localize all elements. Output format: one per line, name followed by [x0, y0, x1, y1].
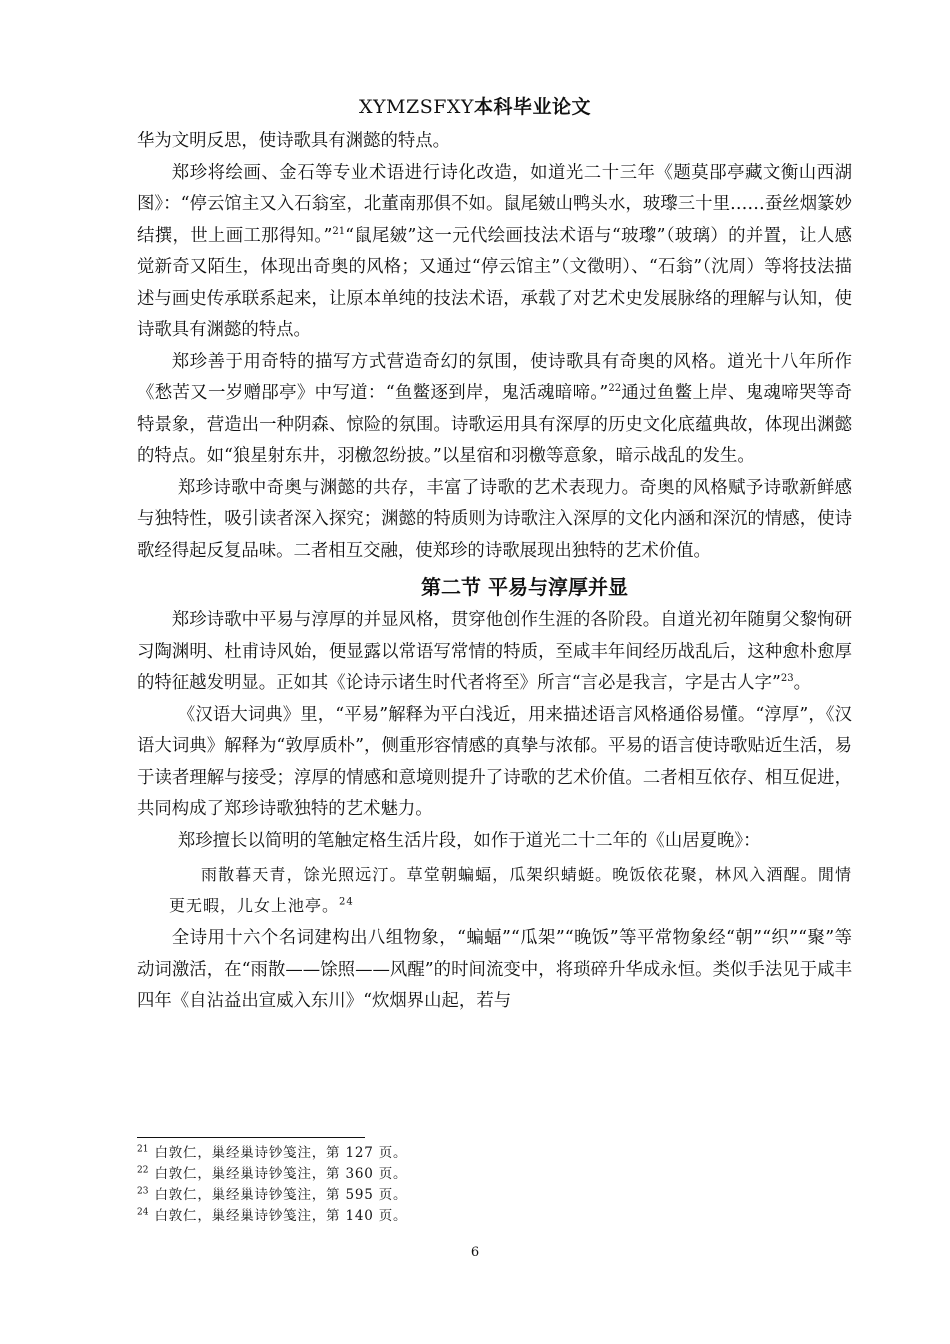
footnote-text: 白敦仁，巢经巢诗钞笺注，第 595 页。: [154, 1187, 408, 1203]
poem-text: 雨散暮天青，馀光照远汀。草堂朝蝙蝠，瓜架织蜻蜓。晚饭依花聚，林风入酒醒。閒情更无暇，儿女上池亭。: [169, 865, 852, 915]
footnote-separator: [137, 1137, 365, 1138]
page-header: [0, 92, 950, 119]
footnote-text: 白敦仁，巢经巢诗钞笺注，第 140 页。: [154, 1208, 408, 1224]
paragraph-5-part-a: 郑珍诗歌中平易与淳厚的并显风格，贯穿他创作生涯的各阶段。自道光初年随舅父黎恂研习陶渊明、杜甫诗风始，便显露以常语写常情的特质，至咸丰年间经历战乱后，这种愈朴愈厚的特征越发明显。正如其《论诗示诸生时代者将至》所言“言必是我言，字是古人字”: [137, 610, 852, 693]
footnote-ref-22: 22: [608, 383, 622, 395]
page-number: 6: [470, 1245, 480, 1260]
paragraph-2-part-b: “鼠尾皴”这一元代绘画技法术语与“玻瓈”（玻璃）的并置，让人感觉新奇又陌生，体现出奇奥的风格；又通过“停云馆主”（文徵明）、“石翁”（沈周）等将技法描述与画史传承联系起来，让原本单纯的技法术语，承载了对艺术史发展脉络的理解与认知，使诗歌具有渊懿的特点。: [137, 225, 852, 340]
header-code: XYMZSFXY: [358, 96, 474, 118]
paragraph-3-part-a: 郑珍善于用奇特的描写方式营造奇幻的氛围，使诗歌具有奇奥的风格。道光十八年所作《愁苦又一岁赠郘亭》中写道：“鱼鳖逐到岸，鬼活魂暗啼。”: [137, 351, 852, 403]
footnotes: [137, 1143, 837, 1227]
footnote-number: 24: [137, 1207, 149, 1218]
paragraph-2: [137, 158, 852, 347]
footnote-number: 23: [137, 1186, 149, 1197]
footnote-ref-23: 23: [780, 673, 794, 685]
poem-quote: [137, 859, 852, 921]
paragraph-3: [137, 347, 852, 473]
paragraph-6: 《汉语大词典》里，“平易”解释为平白浅近，用来描述语言风格通俗易懂。“淳厚”，《汉语大词典》解释为“敦厚质朴”，侧重形容情感的真挚与浓郁。平易的语言使诗歌贴近生活，易于读者理解与接受；淳厚的情感和意境则提升了诗歌的艺术价值。二者相互依存、相互促进，共同构成了郑珍诗歌独特的艺术魅力。: [137, 704, 852, 819]
footnote-number: 22: [137, 1165, 149, 1176]
paragraph-5-part-b: 。: [793, 673, 811, 693]
paragraph-5: [137, 605, 852, 700]
paragraph-1: 华为文明反思，使诗歌具有渊懿的特点。: [137, 131, 451, 151]
paragraph-7: 郑珍擅长以简明的笔触定格生活片段，如作于道光二十二年的《山居夏晚》：: [177, 830, 761, 851]
paragraph-3-part-b: 通过鱼鳖上岸、鬼魂啼哭等奇特景象，营造出一种阴森、惊险的氛围。诗歌运用具有深厚的历史文化底蕴典故，体现出渊懿的特点。如“狼星射东井，羽檄忽纷披。”以星宿和羽檄等意象，暗示战乱的发生。: [137, 383, 852, 466]
footnote-ref-21: 21: [332, 225, 346, 237]
paragraph-2-part-a: 郑珍将绘画、金石等专业术语进行诗化改造，如道光二十三年《题莫郘亭藏文衡山西湖图》：“停云馆主又入石翁室，北董南那俱不如。鼠尾皴山鸭头水，玻瓈三十里……蚕丝烟篆妙结撰，世上画工那得知。”: [137, 162, 852, 246]
footnote-number: 21: [137, 1144, 149, 1155]
header-title: 本科毕业论文: [473, 96, 591, 118]
footnote-item: [137, 1206, 837, 1227]
section-heading: 第二节 平易与淳厚并显: [421, 575, 628, 599]
footnote-text: 白敦仁，巢经巢诗钞笺注，第 127 页。: [154, 1145, 408, 1161]
footnote-item: [137, 1185, 837, 1206]
footnote-item: [137, 1143, 837, 1164]
body-text: [137, 126, 852, 1018]
paragraph-8: 全诗用十六个名词建构出八组物象，“蝙蝠”“瓜架”“晚饭”等平常物象经“朝”“织”“聚”等动词激活，在“雨散——馀照——风醒”的时间流变中，将琐碎升华成永恒。类似手法见于咸丰四年《自沾益出宣威入东川》“炊烟界山起，若与: [137, 928, 852, 1011]
paragraph-4: 郑珍诗歌中奇奥与渊懿的共存，丰富了诗歌的艺术表现力。奇奥的风格赋予诗歌新鲜感与独特性，吸引读者深入探究；渊懿的特质则为诗歌注入深厚的文化内涵和深沉的情感，使诗歌经得起反复品味。二者相互交融，使郑珍的诗歌展现出独特的艺术价值。: [137, 477, 852, 561]
footnote-ref-24: 24: [339, 896, 354, 908]
footnote-item: [137, 1164, 837, 1185]
footnote-text: 白敦仁，巢经巢诗钞笺注，第 360 页。: [154, 1166, 408, 1182]
